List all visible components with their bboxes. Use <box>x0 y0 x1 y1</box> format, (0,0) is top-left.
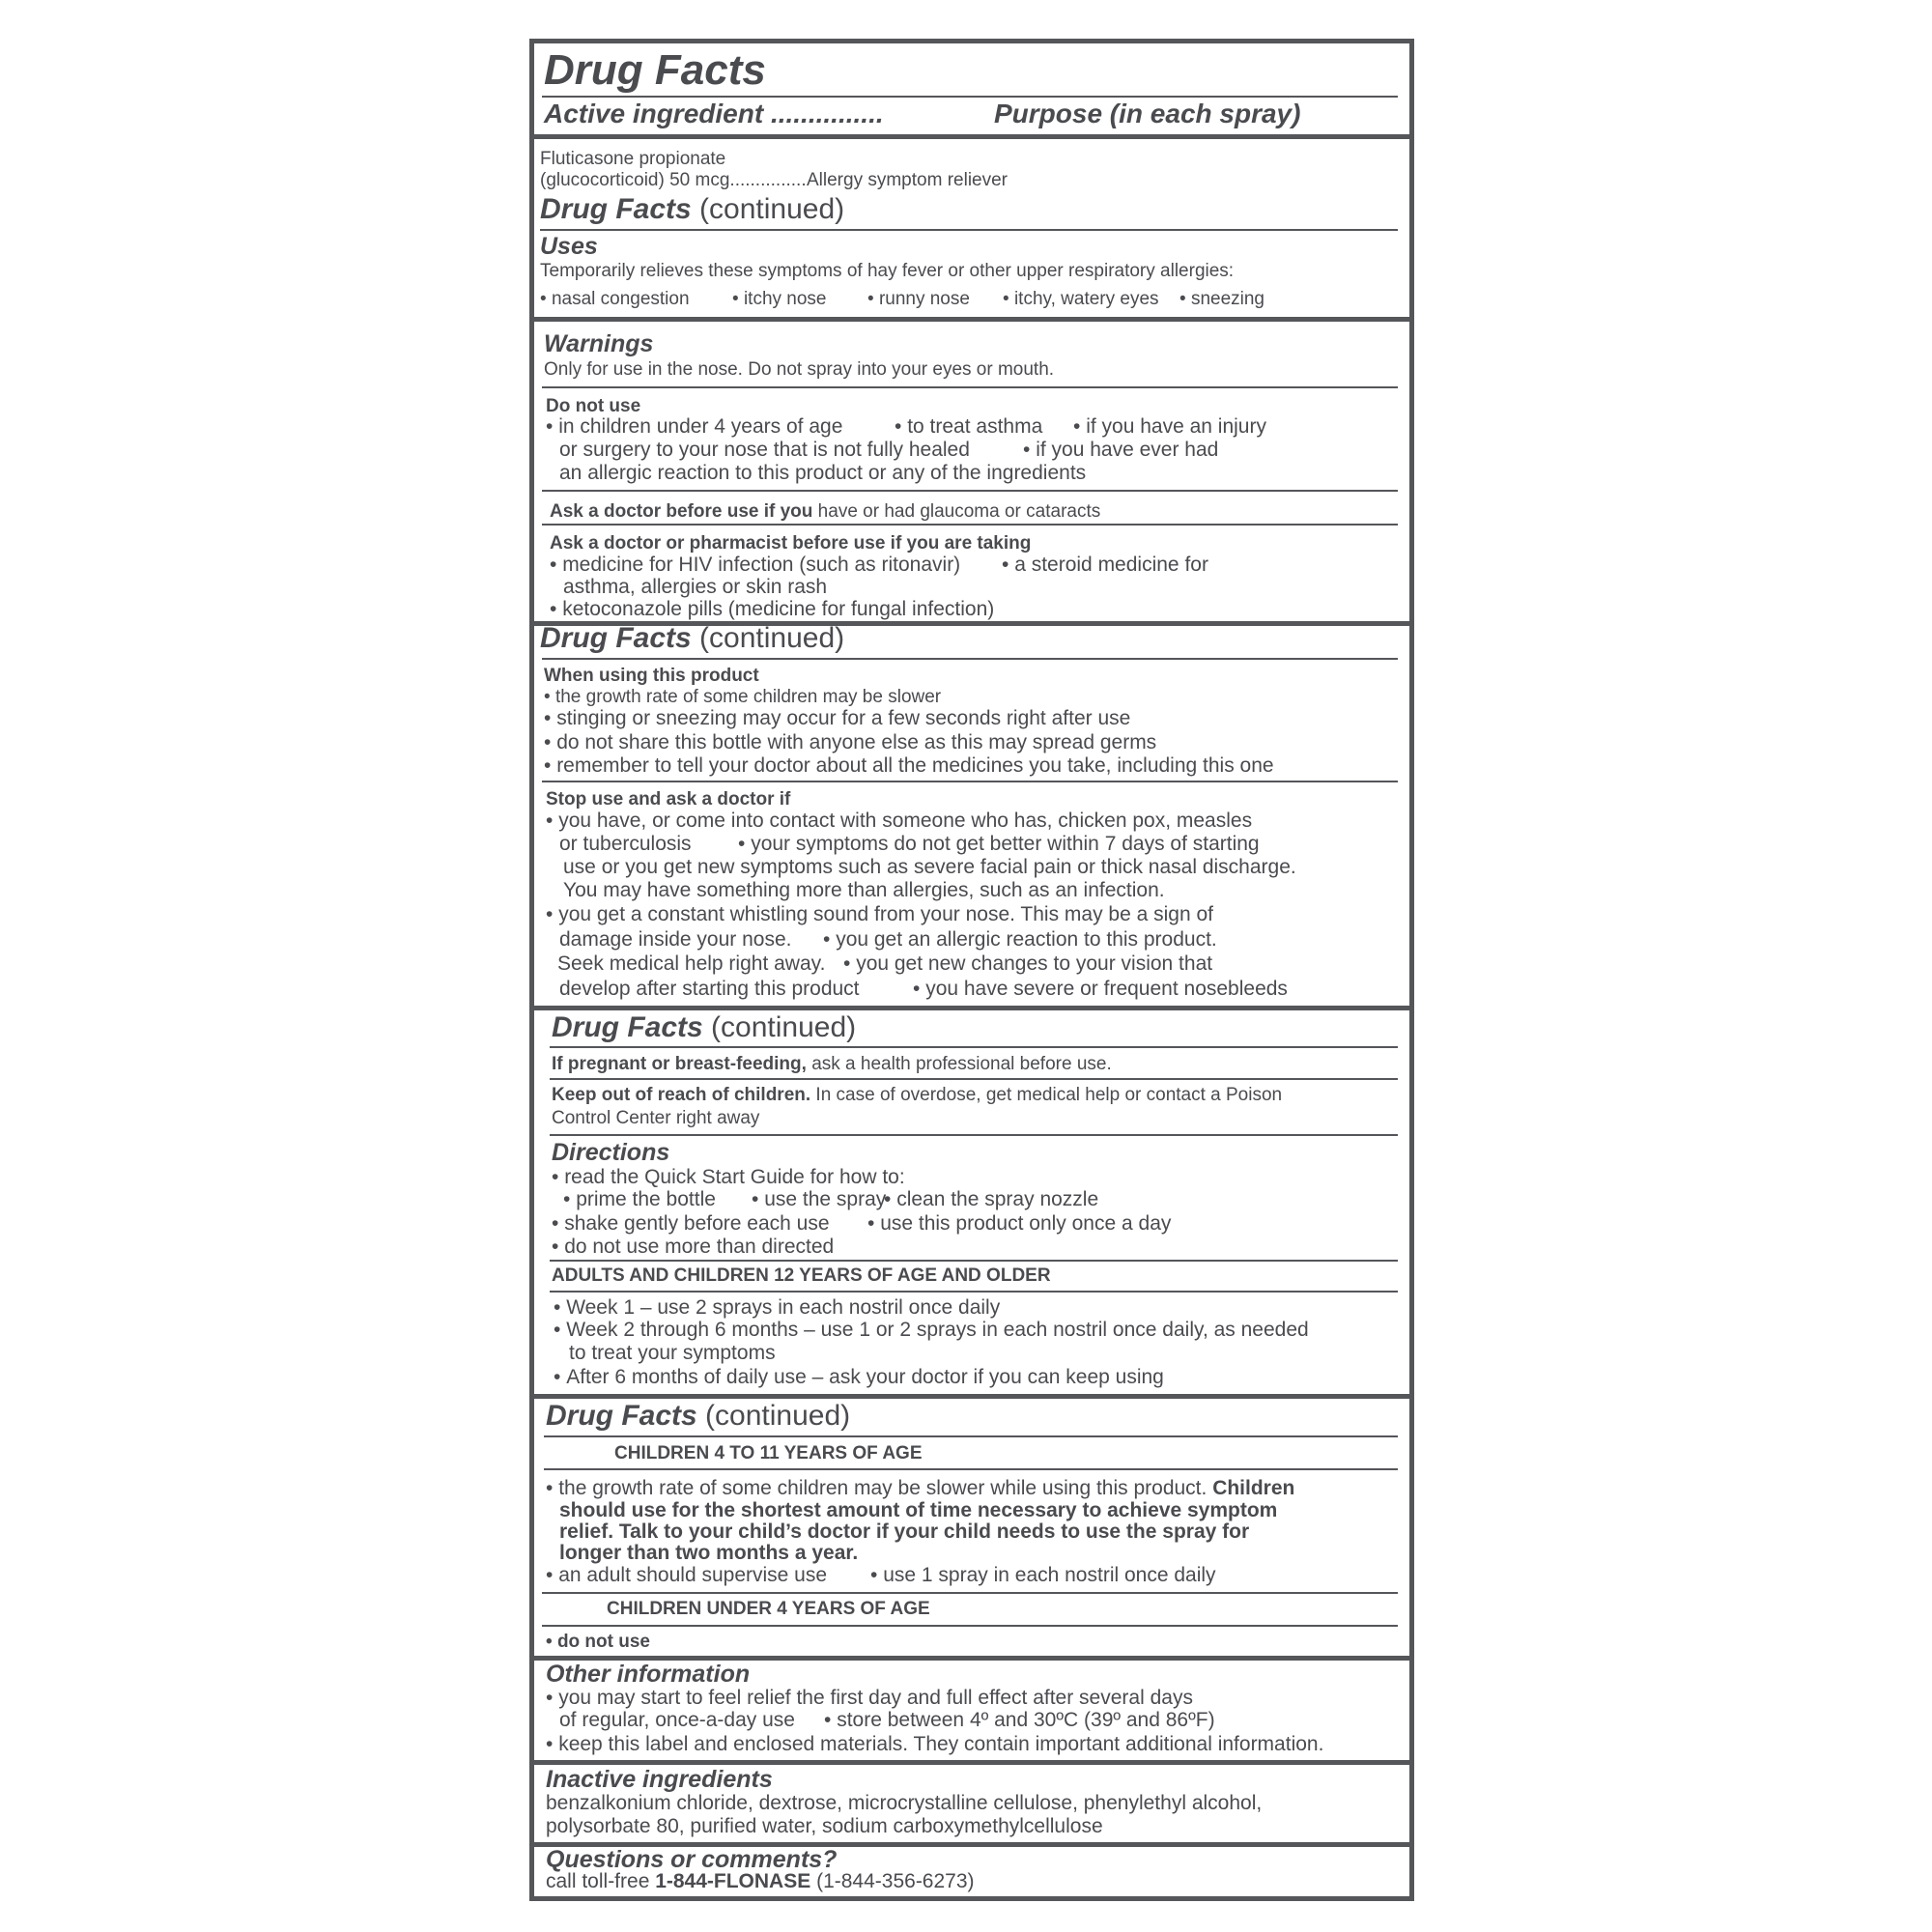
active-ingredient-dose: (glucocorticoid) 50 mcg............... <box>540 170 807 190</box>
other-info-item: • you may start to feel relief the first day and full effect after several days <box>546 1687 1193 1710</box>
section-divider <box>534 134 1409 139</box>
adults-item: • Week 2 through 6 months – use 1 or 2 sprays in each nostril once daily, as needed <box>554 1319 1309 1342</box>
inactive-heading: Inactive ingredients <box>546 1766 773 1793</box>
label-title: Drug Facts <box>544 46 766 94</box>
phone-number: 1-844-FLONASE <box>655 1870 811 1892</box>
stop-use-item: • you get new changes to your vision that <box>843 952 1212 976</box>
when-using-item: • stinging or sneezing may occur for a few seconds right after use <box>544 707 1130 730</box>
ask-pharmacist-item: • ketoconazole pills (medicine for fungal infection) <box>550 598 994 621</box>
divider <box>542 386 1398 388</box>
active-ingredient-name: Fluticasone propionate <box>540 149 726 169</box>
children-text: relief. Talk to your child’s doctor if your child needs to use the spray for <box>559 1520 1250 1543</box>
when-using-heading: When using this product <box>544 666 759 686</box>
other-info-item: • store between 4º and 30ºC (39º and 86ºF) <box>824 1709 1215 1732</box>
when-using-item: • the growth rate of some children may be slower <box>544 686 941 709</box>
divider <box>542 1625 1398 1627</box>
active-ingredient-purpose: Allergy symptom reliever <box>807 170 1008 190</box>
other-info-text: of regular, once-a-day use <box>559 1709 795 1731</box>
stop-use-text: develop after starting this product <box>559 978 860 1000</box>
uses-item: • nasal congestion <box>540 288 690 311</box>
do-not-use-item: • if you have ever had <box>1023 439 1218 462</box>
directions-item: • read the Quick Start Guide for how to: <box>552 1166 905 1189</box>
drug-facts-continued-heading: Drug Facts (continued) <box>540 193 845 225</box>
active-ingredient-label: Active ingredient ............... <box>544 99 884 128</box>
stop-use-item: • you have, or come into contact with someone who has, chicken pox, measles <box>546 810 1252 833</box>
divider <box>550 1134 1398 1136</box>
uses-heading: Uses <box>540 233 598 260</box>
children-under4-item: • do not use <box>546 1631 650 1654</box>
stop-use-item: • you get an allergic reaction to this product. <box>823 928 1217 952</box>
uses-intro: Temporarily relieves these symptoms of hay fever or other upper respiratory allergies: <box>540 261 1235 281</box>
do-not-use-item: • in children under 4 years of age <box>546 415 842 439</box>
ask-pharmacist-text: asthma, allergies or skin rash <box>563 576 828 598</box>
adults-item: • After 6 months of daily use – ask your doctor if you can keep using <box>554 1366 1164 1389</box>
stop-use-item: • you get a constant whistling sound from your nose. This may be a sign of <box>546 903 1213 926</box>
section-divider <box>534 317 1409 322</box>
divider <box>550 1078 1398 1080</box>
divider <box>542 524 1398 526</box>
drug-facts-continued-heading: Drug Facts (continued) <box>546 1400 851 1432</box>
do-not-use-text: an allergic reaction to this product or any of the ingredients <box>559 462 1087 484</box>
divider <box>542 490 1398 492</box>
keep-out-line: Keep out of reach of children. In case of overdose, get medical help or contact a Poison <box>552 1085 1283 1105</box>
uses-item: • runny nose <box>867 288 970 311</box>
directions-heading: Directions <box>552 1139 670 1166</box>
children-under4-heading: CHILDREN UNDER 4 YEARS OF AGE <box>607 1599 930 1619</box>
stop-use-text: Seek medical help right away. <box>557 952 826 975</box>
uses-item: • itchy, watery eyes <box>1003 288 1159 311</box>
adults-text: to treat your symptoms <box>569 1342 776 1364</box>
stop-use-item: • your symptoms do not get better within 7 days of starting <box>738 833 1260 856</box>
stop-use-text: or tuberculosis <box>559 833 692 855</box>
stop-use-text: use or you get new symptoms such as severe facial pain or thick nasal discharge. <box>563 856 1296 878</box>
uses-item: • itchy nose <box>732 288 826 311</box>
ask-pharmacist-item: • a steroid medicine for <box>1002 554 1208 577</box>
divider <box>540 229 1398 231</box>
other-info-item: • keep this label and enclosed materials. They contain important additional information. <box>546 1733 1323 1756</box>
other-info-heading: Other information <box>546 1661 751 1688</box>
children-text: longer than two months a year. <box>559 1542 859 1564</box>
children-heading: CHILDREN 4 TO 11 YEARS OF AGE <box>614 1443 923 1463</box>
section-divider <box>534 1006 1409 1010</box>
inactive-text: polysorbate 80, purified water, sodium carboxymethylcellulose <box>546 1815 1103 1837</box>
divider <box>550 1046 1398 1048</box>
children-item: • use 1 spray in each nostril once daily <box>870 1564 1216 1587</box>
section-divider <box>534 1394 1409 1399</box>
keep-out-text: Control Center right away <box>552 1108 760 1128</box>
stop-use-text: damage inside your nose. <box>559 928 792 951</box>
directions-item: • use the spray <box>752 1188 886 1211</box>
directions-item: • prime the bottle <box>563 1188 716 1211</box>
warnings-heading: Warnings <box>544 330 654 357</box>
divider <box>542 658 1398 660</box>
drug-facts-continued-heading: Drug Facts (continued) <box>540 622 845 654</box>
stop-use-item: • you have severe or frequent nosebleeds <box>913 978 1288 1001</box>
ask-doctor-line: Ask a doctor before use if you have or had glaucoma or cataracts <box>550 501 1101 522</box>
do-not-use-item: • if you have an injury <box>1073 415 1266 439</box>
divider <box>550 1291 1398 1293</box>
divider <box>550 1260 1398 1262</box>
directions-item: • do not use more than directed <box>552 1236 834 1259</box>
divider <box>542 781 1398 782</box>
purpose-label: Purpose (in each spray) <box>994 99 1301 128</box>
divider <box>542 1592 1398 1594</box>
questions-line: call toll-free 1-844-FLONASE (1-844-356-6273) <box>546 1870 975 1892</box>
divider <box>542 96 1398 98</box>
divider <box>544 1435 1398 1437</box>
do-not-use-heading: Do not use <box>546 396 641 416</box>
drug-facts-label <box>529 39 1414 1901</box>
ask-pharmacist-heading: Ask a doctor or pharmacist before use if you are taking <box>550 533 1032 554</box>
pregnant-line: If pregnant or breast-feeding, ask a health professional before use. <box>552 1054 1112 1074</box>
questions-heading: Questions or comments? <box>546 1846 838 1873</box>
children-text: should use for the shortest amount of time necessary to achieve symptom <box>559 1499 1278 1521</box>
directions-item: • clean the spray nozzle <box>884 1188 1098 1211</box>
children-item: • an adult should supervise use <box>546 1564 827 1587</box>
uses-item: • sneezing <box>1179 288 1264 311</box>
stop-use-heading: Stop use and ask a doctor if <box>546 789 791 810</box>
when-using-item: • do not share this bottle with anyone else as this may spread germs <box>544 731 1156 754</box>
adults-heading: ADULTS AND CHILDREN 12 YEARS OF AGE AND OLDER <box>552 1265 1051 1286</box>
when-using-item: • remember to tell your doctor about all the medicines you take, including this one <box>544 754 1274 778</box>
divider <box>544 1468 1398 1470</box>
ask-pharmacist-item: • medicine for HIV infection (such as ritonavir) <box>550 554 960 577</box>
do-not-use-text: or surgery to your nose that is not fully healed <box>559 439 970 461</box>
inactive-text: benzalkonium chloride, dextrose, microcrystalline cellulose, phenylethyl alcohol, <box>546 1792 1263 1814</box>
drug-facts-continued-heading: Drug Facts (continued) <box>552 1011 857 1043</box>
section-divider <box>534 1760 1409 1765</box>
do-not-use-item: • to treat asthma <box>895 415 1042 439</box>
directions-item: • shake gently before each use <box>552 1212 830 1236</box>
children-item: • the growth rate of some children may be slower while using this product. Children <box>546 1477 1294 1500</box>
adults-item: • Week 1 – use 2 sprays in each nostril once daily <box>554 1296 1000 1320</box>
directions-item: • use this product only once a day <box>867 1212 1171 1236</box>
stop-use-text: You may have something more than allergies, such as an infection. <box>563 879 1165 901</box>
warnings-intro: Only for use in the nose. Do not spray into your eyes or mouth. <box>544 359 1055 380</box>
